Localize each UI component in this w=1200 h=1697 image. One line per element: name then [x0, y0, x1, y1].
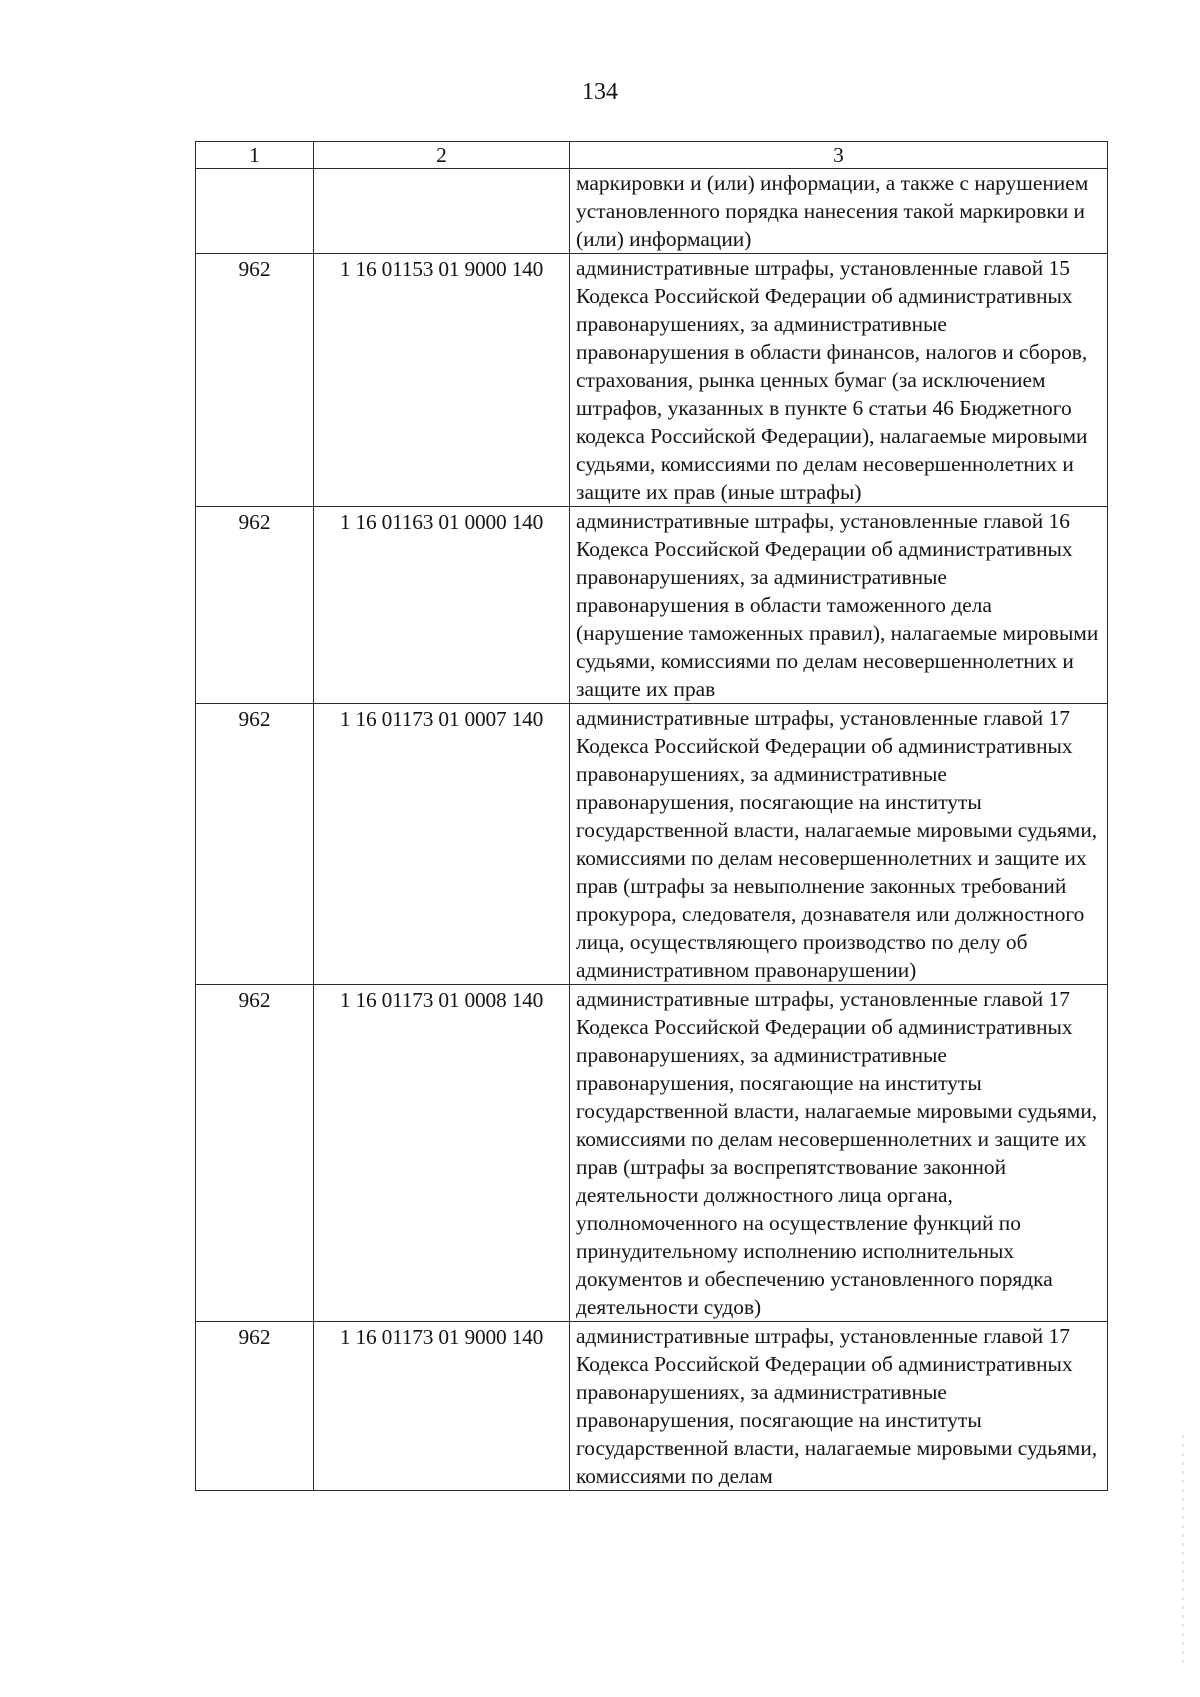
admin-code-cell: 962	[196, 1322, 314, 1491]
header-column-1: 1	[196, 142, 314, 169]
budget-codes-table	[195, 141, 1108, 1491]
page-number: 134	[582, 79, 618, 105]
scan-artifact	[1182, 1435, 1184, 1665]
budget-code-cell: 1 16 01173 01 9000 140	[314, 1322, 570, 1491]
header-column-3: 3	[570, 142, 1108, 169]
description-cell: административные штрафы, установленные главой 16 Кодекса Российской Федерации об административных правонарушениях, за административные правонарушения в области таможенного дела (нарушение таможенных правил), налагаемые мировыми судьями, комиссиями по делам несовершеннолетних и защите их прав	[570, 507, 1108, 704]
description-cell: маркировки и (или) информации, а также с нарушением установленного порядка нанесения такой маркировки и (или) информации)	[570, 169, 1108, 254]
budget-code-cell: 1 16 01173 01 0007 140	[314, 704, 570, 985]
header-column-2: 2	[314, 142, 570, 169]
table-row	[196, 169, 1108, 254]
description-cell: административные штрафы, установленные главой 17 Кодекса Российской Федерации об административных правонарушениях, за административные правонарушения, посягающие на институты государственной власти, налагаемые мировыми судьями, комиссиями по делам	[570, 1322, 1108, 1491]
table-row	[196, 704, 1108, 985]
description-cell: административные штрафы, установленные главой 15 Кодекса Российской Федерации об административных правонарушениях, за административные правонарушения в области финансов, налогов и сборов, страхования, рынка ценных бумаг (за исключением штрафов, указанных в пункте 6 статьи 46 Бюджетного кодекса Российской Федерации), налагаемые мировыми судьями, комиссиями по делам несовершеннолетних и защите их прав (иные штрафы)	[570, 254, 1108, 507]
table-row	[196, 507, 1108, 704]
table-row	[196, 1322, 1108, 1491]
budget-code-cell	[314, 169, 570, 254]
budget-code-cell: 1 16 01163 01 0000 140	[314, 507, 570, 704]
description-cell: административные штрафы, установленные главой 17 Кодекса Российской Федерации об административных правонарушениях, за административные правонарушения, посягающие на институты государственной власти, налагаемые мировыми судьями, комиссиями по делам несовершеннолетних и защите их прав (штрафы за воспрепятствование законной деятельности должностного лица органа, уполномоченного на осуществление функций по принудительному исполнению исполнительных документов и обеспечению установленного порядка деятельности судов)	[570, 985, 1108, 1322]
admin-code-cell: 962	[196, 704, 314, 985]
table-header	[196, 142, 1108, 169]
budget-code-cell: 1 16 01153 01 9000 140	[314, 254, 570, 507]
admin-code-cell: 962	[196, 507, 314, 704]
table-row	[196, 254, 1108, 507]
admin-code-cell: 962	[196, 254, 314, 507]
table-body	[196, 169, 1108, 1491]
admin-code-cell: 962	[196, 985, 314, 1322]
header-row	[196, 142, 1108, 169]
admin-code-cell	[196, 169, 314, 254]
description-cell: административные штрафы, установленные главой 17 Кодекса Российской Федерации об административных правонарушениях, за административные правонарушения, посягающие на институты государственной власти, налагаемые мировыми судьями, комиссиями по делам несовершеннолетних и защите их прав (штрафы за невыполнение законных требований прокурора, следователя, дознавателя или должностного лица, осуществляющего производство по делу об административном правонарушении)	[570, 704, 1108, 985]
budget-code-cell: 1 16 01173 01 0008 140	[314, 985, 570, 1322]
table-row	[196, 985, 1108, 1322]
